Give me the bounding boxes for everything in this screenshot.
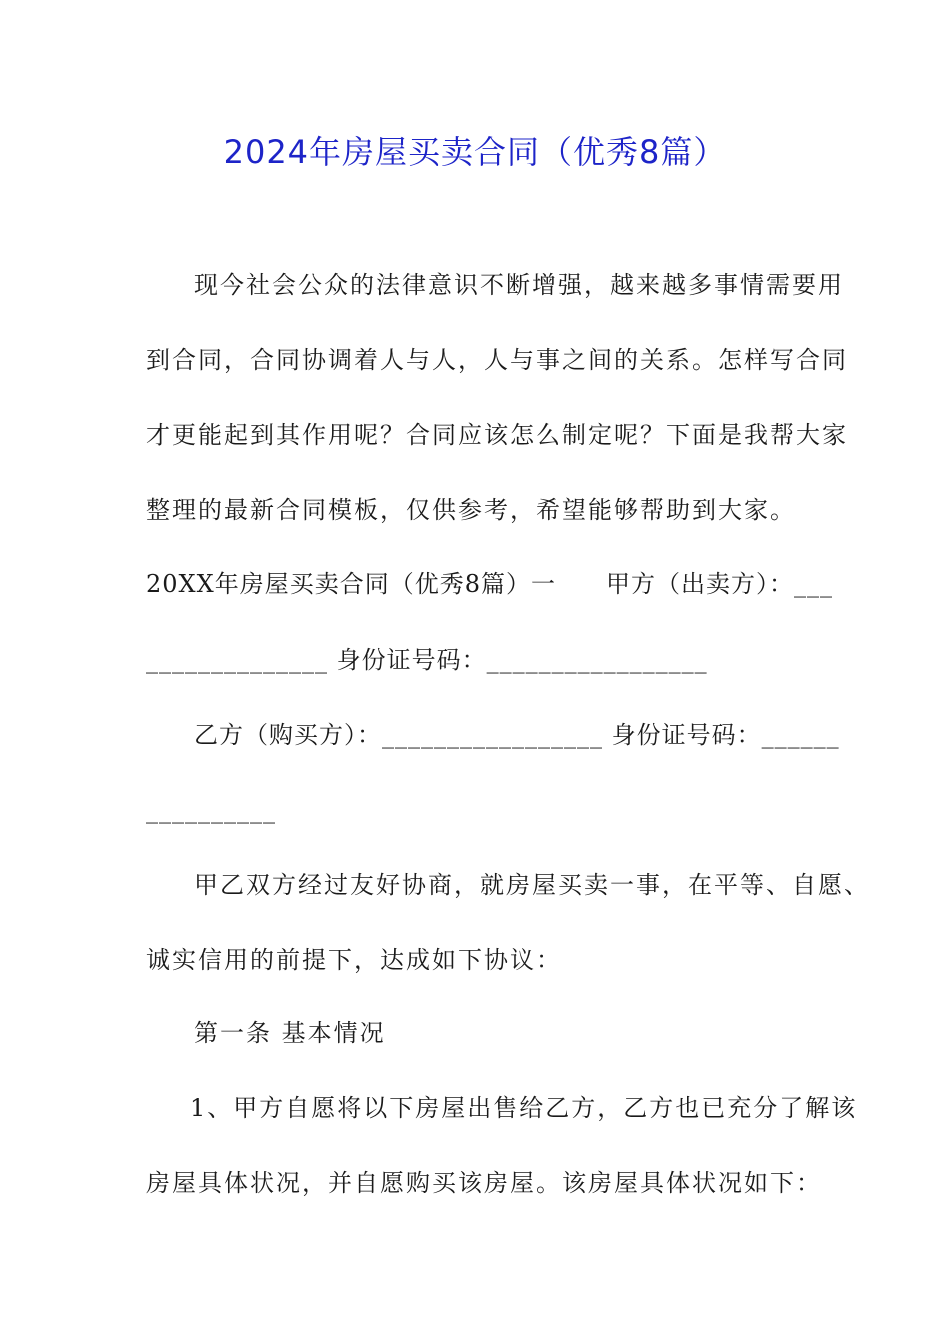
paragraph-line: 到合同，合同协调着人与人，人与事之间的关系。怎样写合同: [146, 346, 848, 374]
contract-heading-line: 20XX年房屋买卖合同（优秀8篇）一 甲方（出卖方）：___: [146, 570, 833, 598]
paragraph-line: 甲乙双方经过友好协商，就房屋买卖一事，在平等、自愿、: [194, 871, 870, 899]
paragraph-line: 整理的最新合同模板，仅供参考，希望能够帮助到大家。: [146, 496, 796, 524]
section-heading: 第一条 基本情况: [194, 1019, 386, 1047]
document-title: 2024年房屋买卖合同（优秀8篇）: [223, 133, 727, 171]
paragraph-line: 房屋具体状况，并自愿购买该房屋。该房屋具体状况如下：: [146, 1169, 822, 1197]
id-number-line: ______________ 身份证号码：_________________: [146, 646, 708, 674]
paragraph-line: 现今社会公众的法律意识不断增强，越来越多事情需要用: [194, 271, 844, 299]
blank-line: __________: [146, 796, 276, 824]
buyer-line: 乙方（购买方）：_________________ 身份证号码：______: [194, 721, 840, 749]
paragraph-line: 1、甲方自愿将以下房屋出售给乙方，乙方也已充分了解该: [190, 1094, 858, 1122]
paragraph-line: 诚实信用的前提下，达成如下协议：: [146, 946, 562, 974]
paragraph-line: 才更能起到其作用呢？合同应该怎么制定呢？下面是我帮大家: [146, 421, 848, 449]
